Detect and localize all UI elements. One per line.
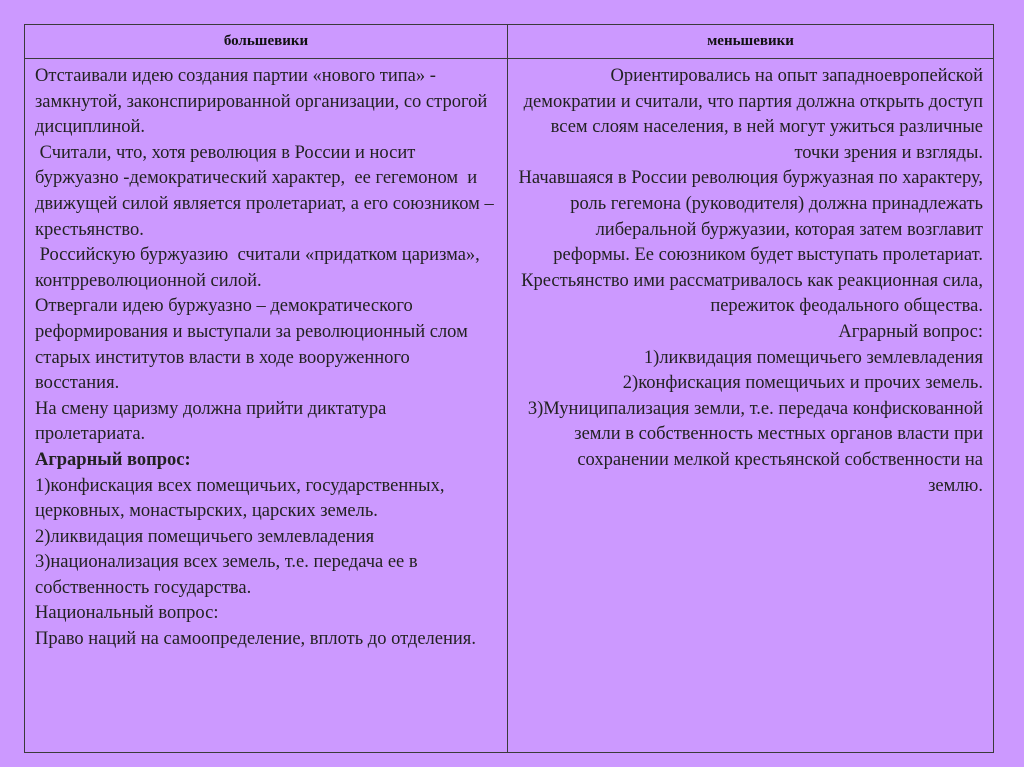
mensheviks-agrarian-item-2: 2)конфискация помещичьих и прочих земель. — [622, 373, 983, 394]
bolsheviks-national-heading: Национальный вопрос: — [35, 603, 219, 624]
mensheviks-agrarian-item-1: 1)ликвидация помещичьего землевладения — [643, 347, 983, 368]
bolsheviks-agrarian-item-2: 2)ликвидация помещичьего землевладения — [35, 526, 375, 547]
mensheviks-party-idea: Ориентировались на опыт западноевропейской демократии и считали, что партия должна открыть доступ всем слоям населения, в ней могут ужиться различные точки зрения и взгляды. — [523, 66, 983, 163]
bolsheviks-reform-view: Отвергали идею буржуазно – демократического реформирования и выступали за революционный слом старых институтов власти в ходе вооруженного восстания. — [35, 296, 468, 394]
mensheviks-peasantry-view: Крестьянство ими рассматривалось как реакционная сила, пережиток феодального общества. — [521, 270, 983, 317]
content-row — [25, 59, 994, 753]
bolsheviks-party-idea: Отстаивали идею создания партии «нового типа» - замкнутой, законспирированной организации, со строгой дисциплиной. — [35, 66, 488, 138]
mensheviks-cell — [507, 59, 993, 753]
mensheviks-revolution-view: Начавшаяся в России революция буржуазная по характеру, роль гегемона (руководителя) должна принадлежать либеральной буржуазии, которая затем возглавит реформы. Ее союзником будет выступать пролетариат. — [518, 168, 983, 266]
bolsheviks-cell — [25, 59, 508, 753]
comparison-table — [24, 24, 994, 753]
bolsheviks-bourgeoisie-view: Российскую буржуазию считали «придатком царизма», контрреволюционной силой. — [35, 245, 485, 291]
header-row — [25, 25, 994, 59]
bolsheviks-agrarian-item-1: 1)конфискация всех помещичьих, государственных, церковных, монастырских, царских земель. — [35, 475, 445, 522]
bolsheviks-agrarian-heading: Аграрный вопрос: — [35, 449, 191, 470]
mensheviks-agrarian-heading: Аграрный вопрос: — [838, 321, 983, 342]
bolsheviks-agrarian-item-3: 3)национализация всех земель, т.е. передача ее в собственность государства. — [35, 552, 418, 598]
bolsheviks-dictatorship: На смену царизму должна прийти диктатура пролетариата. — [35, 398, 387, 445]
mensheviks-agrarian-item-3: 3)Муниципализация земли, т.е. передача конфискованной земли в собственность местных органов власти при сохранении мелкой крестьянской собственности на землю. — [527, 398, 983, 496]
header-bolsheviks: большевики — [25, 25, 508, 59]
bolsheviks-national-text: Право наций на самоопределение, вплоть до отделения. — [35, 629, 476, 650]
bolsheviks-revolution-view: Считали, что, хотя революция в России и носит буржуазно -демократический характер, ее гегемоном и движущей силой является пролетариат, а его союзником – крестьянство. — [35, 142, 499, 240]
header-mensheviks: меньшевики — [507, 25, 993, 59]
